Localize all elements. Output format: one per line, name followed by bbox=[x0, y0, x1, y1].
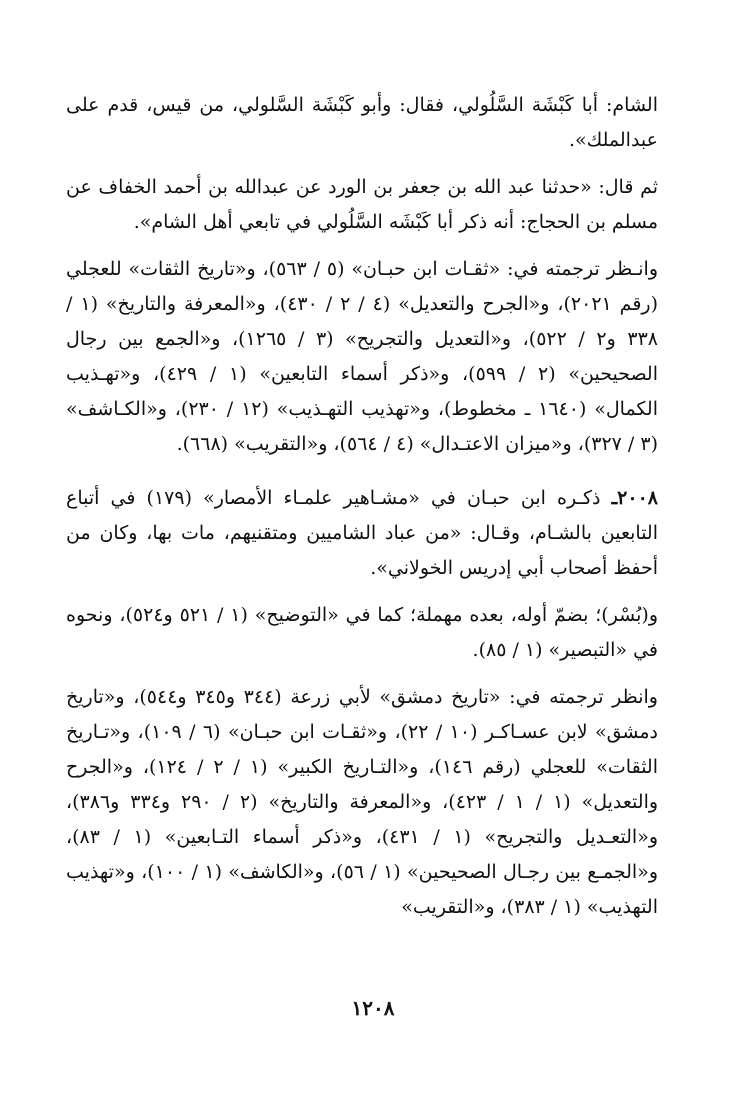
section-entry-2008 bbox=[66, 481, 658, 925]
entry-text: ذكـره ابن حبـان في «مشـاهير علمـاء الأمصار» (١٧٩) في أتباع التابعين بالشـام، وقـال: «من عباد الشاميين ومتقنيهم، مات بها، وكان من أحفظ أصحاب أبي إدريس الخولاني». bbox=[66, 487, 658, 579]
paragraph-name-vocalization: و(بُسْر)؛ بضمّ أوله، بعده مهملة؛ كما في «التوضيح» (١ / ٥٢١ و٥٢٤)، ونحوه في «التبصير» (١ / ٨٥). bbox=[66, 604, 659, 661]
page-body bbox=[66, 88, 658, 925]
paragraph-shaam-abu-kabsha: الشام: أبا كَبْشَة السَّلُولي، فقال: وأبو كَبْشَة السَّلولي، من قيس، قدم على عبدالملك». bbox=[66, 94, 658, 151]
paragraph-references-2008: وانظر ترجمته في: «تاريخ دمشق» لأبي زرعة (٣٤٤ و٣٤٥ و٥٤٤)، و«تاريخ دمشق» لابن عسـاكـر (١٠ / ٢٢)، و«ثقـات ابن حبـان» (٦ / ١٠٩)، و«تـاريخ الثقات» للعجلي (رقم ١٤٦)، و«التـاريخ الكبير» (١ / ٢ / ١٢٤)، و«الجرح والتعديل» (١ / ١ / ٤٢٣)، و«المعرفة والتاريخ» (٢ / ٢٩٠ و٣٣٤ و٣٨٦)، و«التعـديل والتجريح» (١ / ٤٣١)، و«ذكر أسماء التـابعين» (١ / ٨٣)، و«الجمـع بين رجـال الصحيحين» (١ / ٥٦)، و«الكاشف» (١ / ١٠٠)، و«تهذيب التهذيب» (١ / ٣٨٣)، و«التقريب» bbox=[66, 686, 659, 918]
page-number: ١٢٠٨ bbox=[351, 996, 395, 1020]
section-divider bbox=[66, 468, 658, 469]
paragraph-references: وانـظر ترجمته في: «ثقـات ابن حبـان» (٥ / ٥٦٣)، و«تاريخ الثقات» للعجلي (رقم ٢٠٢١)، و«الجرح والتعديل» (٤ / ٢ / ٤٣٠)، و«المعرفة والتاريخ» (١ / ٣٣٨ و٢ / ٥٢٢)، و«التعديل والتجريح» (٣ / ١٢٦٥)، و«الجمع بين رجال الصحيحين» (٢ / ٥٩٩)، و«ذكر أسماء التابعين» (١ / ٤٢٩)، و«تهـذيب الكمال» (١٦٤٠ ـ مخطوط)، و«تهذيب التهـذيب» (١٢ / ٢٣٠)، و«الكـاشف» (٣ / ٣٢٧)، و«ميزان الاعتـدال» (٤ / ٥٦٤)، و«التقريب» (٦٦٨). bbox=[66, 258, 659, 455]
paragraph-isnad: ثم قال: «حدثنا عبد الله بن جعفر بن الورد عن عبدالله بن أحمد الخفاف عن مسلم بن الحجاج: أنه ذكر أبا كَبْشَه السَّلُولي في تابعي أهل الشام». bbox=[66, 176, 658, 233]
section-continuation bbox=[66, 88, 658, 462]
paragraph-entry-2008 bbox=[66, 481, 658, 586]
entry-number: ٢٠٠٨ـ bbox=[611, 487, 658, 509]
